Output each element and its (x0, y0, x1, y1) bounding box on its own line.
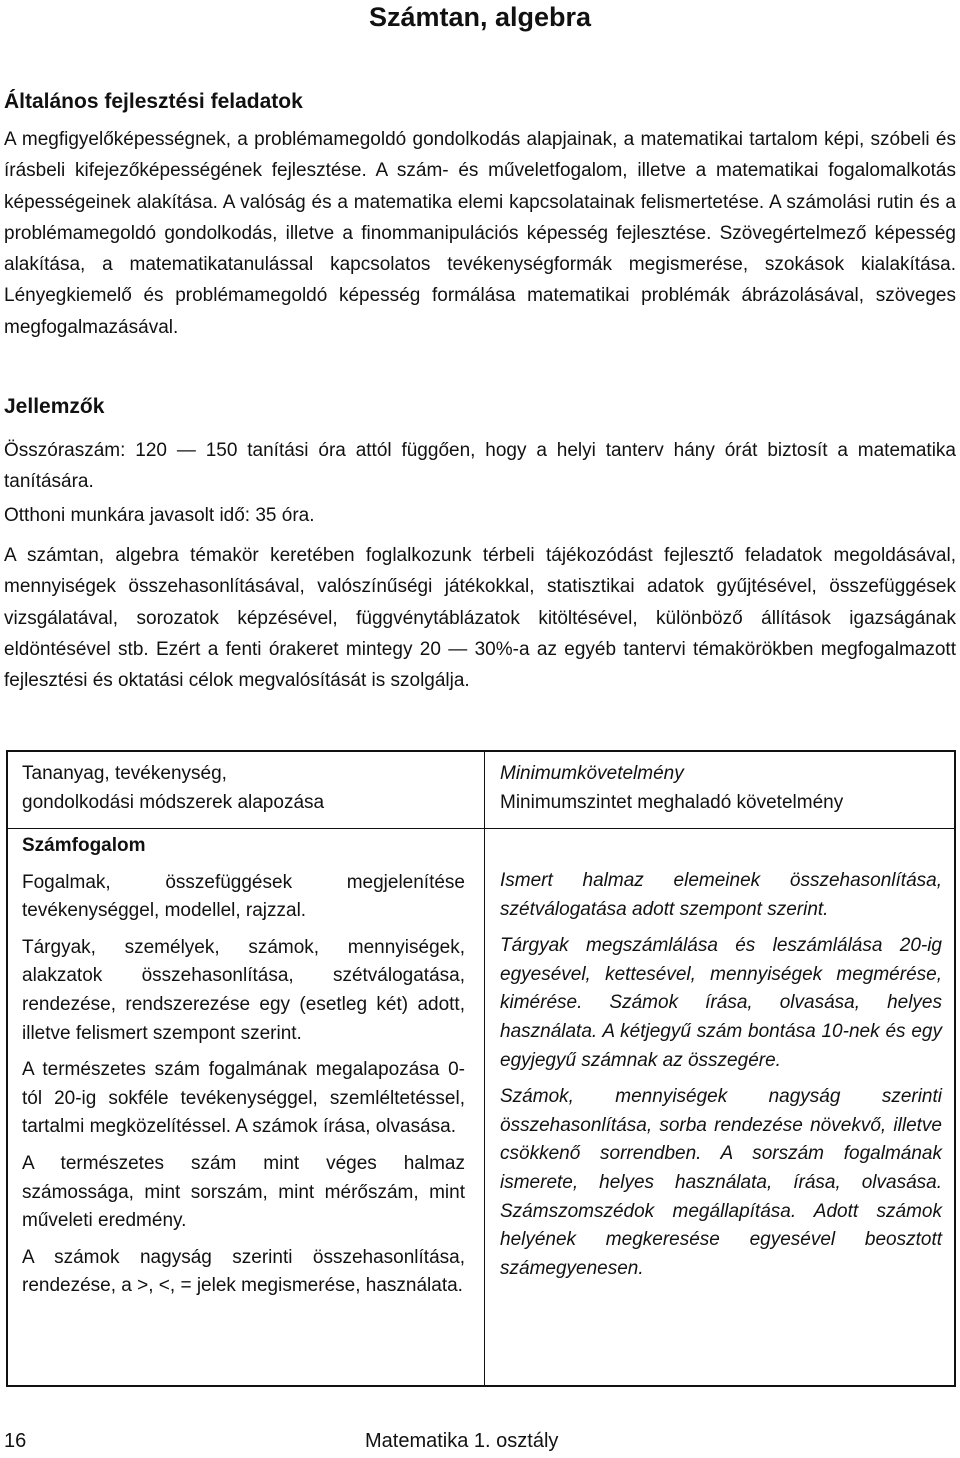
right-column-header (500, 759, 843, 817)
section-title-szamfogalom: Számfogalom (22, 835, 146, 856)
left-column-content (22, 832, 465, 1309)
left-column-header (22, 759, 324, 817)
right-column-content (500, 867, 942, 1291)
page-title: Számtan, algebra (368, 2, 592, 32)
left-item: Fogalmak, összefüggések megjelenítése tevékenységgel, modellel, rajzzal. (22, 871, 465, 922)
right-header-line-1: Minimumkövetelmény (500, 763, 684, 784)
homework-paragraph: Otthoni munkára javasolt idő: 35 óra. (4, 505, 315, 526)
left-header-line-2: gondolkodási módszerek alapozása (22, 792, 325, 813)
right-item: Tárgyak megszámlálása és leszámlálása 20-ig egyesével, kettesével, mennyiségek megmérése, kimérése. Számok írása, olvasása, helyes használata. A kétjegyű szám bontása 10-nek és egy egyjegyű számnak az összegére. (500, 935, 942, 1071)
general-paragraph: A megfigyelőképességnek, a problémamegoldó gondolkodás alapjainak, a matematikai tartalom képi, szóbeli és írásbeli kifejezőképességének fejlesztése. A szám- és műveletfogalom, illetve a matematikai fogalomalkotás képességeinek alakítása. A valóság és a matematika elemi kapcsolatainak felismertetése. A számolási rutin és a problémamegoldó gondolkodás, illetve a finommanipulációs képesség fejlesztése. Szövegértelmező képesség alakítása, a matematikatanulással kapcsolatos tevékenységformák megismerése, szokások kialakítása. Lényegkiemelő és problémamegoldó képesség formálása matematikai problémák ábrázolásával, szöveges megfogalmazásával. (4, 129, 956, 338)
table-column-divider (484, 752, 485, 1385)
scope-paragraph: A számtan, algebra témakör keretében foglalkozunk térbeli tájékozódást fejlesztő feladatok megoldásával, mennyiségek összehasonlításával, valószínűségi játékokkal, statisztikai adatok gyűjtésével, összefüggések vizsgálatával, sorozatok képzésével, függvénytáblázatok kitöltésével, különböző állítások igazságának eldöntésével stb. Ezért a fenti órakeret mintegy 20 — 30%-a az egyéb tantervi témakörökben megfogalmazott fejlesztési és oktatási célok megvalósítását is szolgálja. (4, 545, 956, 692)
left-item: A természetes szám mint véges halmaz számossága, mint sorszám, mint mérőszám, mint műveleti eredmény. (22, 1152, 465, 1232)
left-item: A számok nagyság szerinti összehasonlítása, rendezése, a >, <, = jelek megismerése, használata. (22, 1246, 465, 1297)
right-item: Ismert halmaz elemeinek összehasonlítása, szétválogatása adott szempont szerint. (500, 870, 942, 920)
general-heading: Általános fejlesztési feladatok (4, 90, 303, 113)
table-header-divider (8, 828, 954, 829)
right-header-line-2: Minimumszintet meghaladó követelmény (500, 792, 844, 813)
right-item: Számok, mennyiségek nagyság szerinti összehasonlítása, sorba rendezése növekvő, illetve csökkenő sorrendben. A sorszám fogalmának ismerete, helyes használata, írása, olvasása. Számszomszédok megállapítása. Adott számok helyének megkeresése egyesével beosztott számegyenesen. (500, 1086, 942, 1279)
book-title: Matematika 1. osztály (365, 1430, 559, 1452)
hours-paragraph: Összóraszám: 120 — 150 tanítási óra attól függően, hogy a helyi tanterv hány órát biztosít a matematika tanítására. (4, 440, 956, 493)
requirements-table (6, 750, 956, 1387)
page-number: 16 (4, 1430, 27, 1452)
left-header-line-1: Tananyag, tevékenység, (22, 763, 227, 784)
left-item: A természetes szám fogalmának megalapozása 0-tól 20-ig sokféle tevékenységgel, szemléltetéssel, tartalmi megközelítéssel. A számok írása, olvasása. (22, 1059, 465, 1138)
left-item: Tárgyak, személyek, számok, mennyiségek, alakzatok összehasonlítása, szétválogatása, rendezése, rendszerezése egy (esetleg két) adott, illetve felismert szempont szerint. (22, 936, 465, 1044)
traits-heading: Jellemzők (4, 395, 105, 418)
